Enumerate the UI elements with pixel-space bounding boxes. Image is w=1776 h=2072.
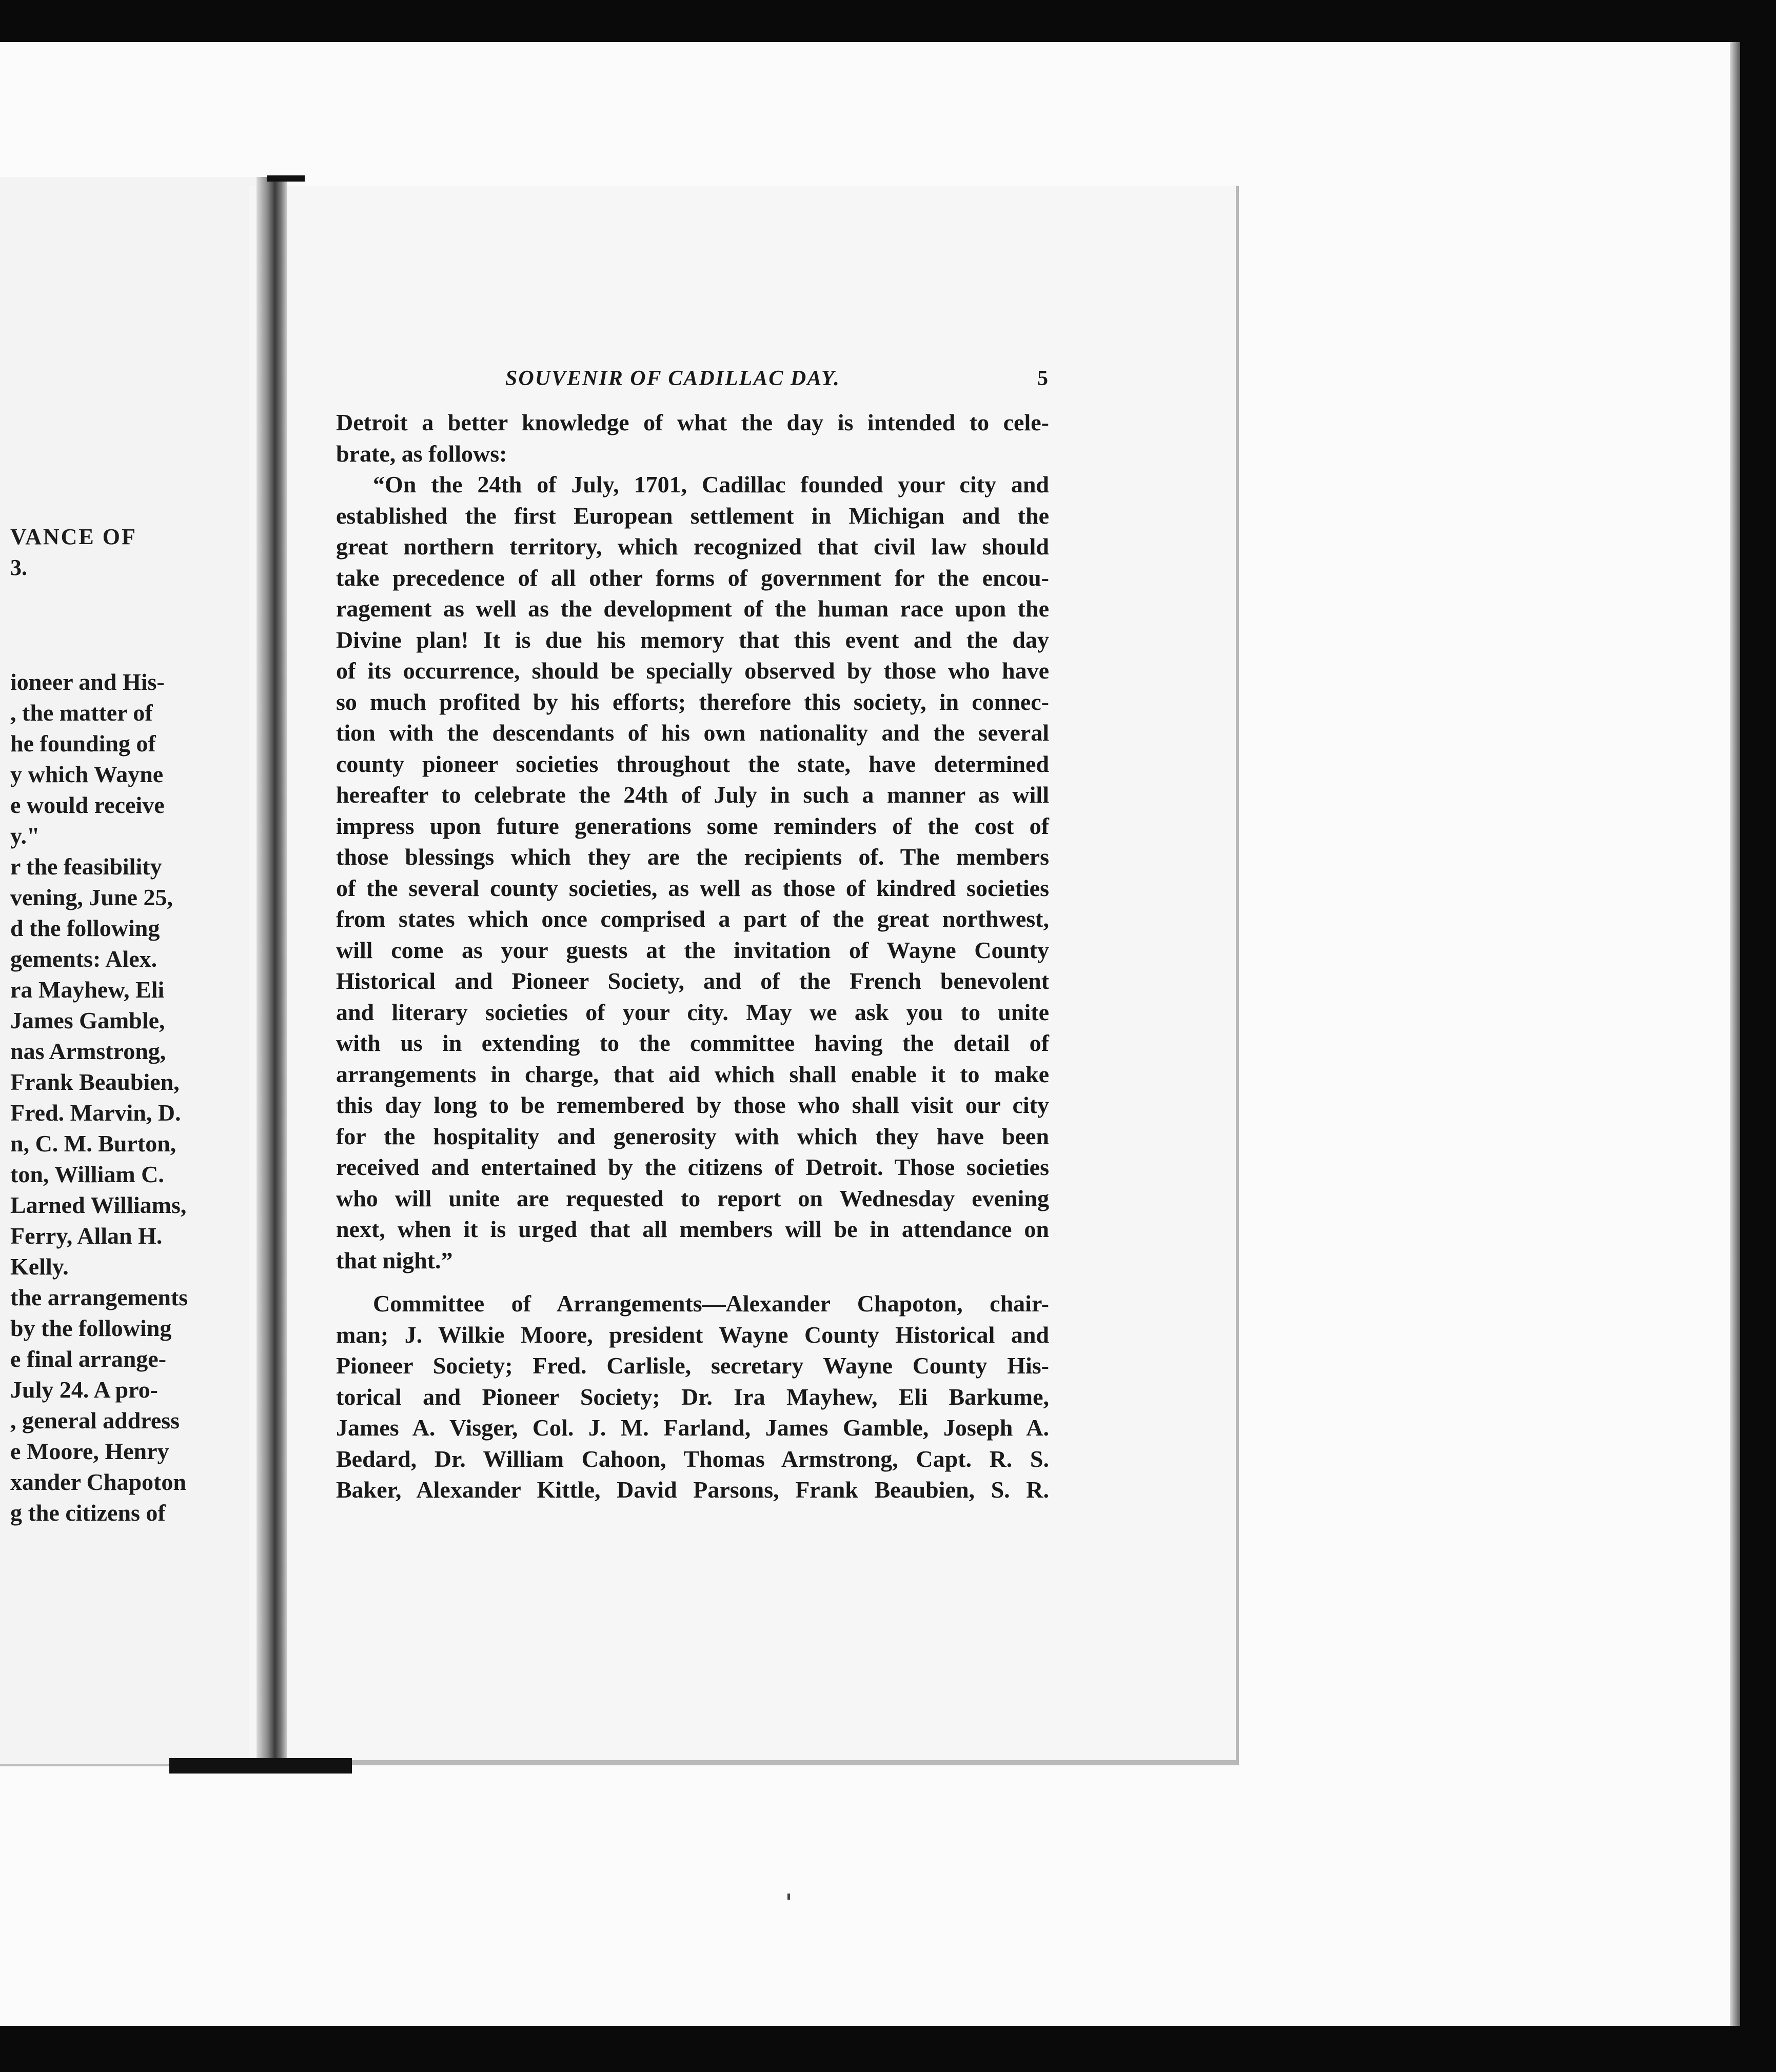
text-line: for the hospitality and generosity with which they have been	[336, 1123, 1049, 1149]
left-text-line: ra Mayhew, Eli	[10, 977, 165, 1003]
left-text-line: e Moore, Henry	[10, 1438, 169, 1464]
text-line: who will unite are requested to report on Wednesday evening	[336, 1185, 1049, 1211]
left-text-line: d the following	[10, 915, 160, 941]
left-text-line: Fred. Marvin, D.	[10, 1100, 181, 1126]
text-line: brate, as follows:	[336, 440, 507, 467]
running-title: SOUVENIR OF CADILLAC DAY.	[505, 367, 840, 390]
running-head	[336, 366, 1049, 392]
text-line: tion with the descendants of his own nationality and the several	[336, 720, 1049, 746]
left-text-line: ioneer and His-	[10, 669, 165, 695]
left-text-line: n, C. M. Burton,	[10, 1130, 176, 1157]
text-line: James A. Visger, Col. J. M. Farland, James Gamble, Joseph A.	[336, 1414, 1049, 1441]
left-text-line: Ferry, Allan H.	[10, 1223, 163, 1249]
scan-border-top	[0, 0, 1776, 42]
left-text-line: y which Wayne	[10, 761, 164, 787]
binding-tab-bottom	[169, 1758, 352, 1774]
left-text-line: July 24. A pro-	[10, 1377, 158, 1403]
left-text-line: xander Chapoton	[10, 1469, 186, 1495]
left-text-line: Frank Beaubien,	[10, 1069, 180, 1095]
text-line: Bedard, Dr. William Cahoon, Thomas Armstrong, Capt. R. S.	[336, 1445, 1049, 1472]
left-text-line: vening, June 25,	[10, 884, 173, 910]
left-text-line: ton, William C.	[10, 1161, 164, 1187]
book-page	[249, 186, 1239, 1765]
left-text-line: r the feasibility	[10, 853, 162, 880]
text-line: Detroit a better knowledge of what the day is intended to cele-	[336, 409, 1049, 435]
text-line: Divine plan! It is due his memory that this event and the day	[336, 626, 1049, 653]
left-text-line: the arrangements	[10, 1284, 188, 1310]
left-text-line: James Gamble,	[10, 1007, 165, 1033]
scanner-edge	[1730, 42, 1740, 2026]
text-line: Baker, Alexander Kittle, David Parsons, Frank Beaubien, S. R.	[336, 1477, 1049, 1503]
text-line: with us in extending to the committee having the detail of	[336, 1030, 1049, 1056]
dust-speck	[787, 1894, 790, 1900]
text-line: established the first European settlement in Michigan and the	[336, 502, 1049, 529]
text-line: and literary societies of your city. May we ask you to unite	[336, 999, 1049, 1025]
text-line: hereafter to celebrate the 24th of July in such a manner as will	[336, 782, 1049, 808]
text-line: great northern territory, which recognized that civil law should	[336, 533, 1049, 560]
text-line: take precedence of all other forms of government for the encou-	[336, 564, 1049, 591]
left-text-line: y."	[10, 823, 40, 849]
text-line: man; J. Wilkie Moore, president Wayne County Historical and	[336, 1321, 1049, 1348]
text-line: impress upon future generations some reminders of the cost of	[336, 812, 1049, 839]
left-heading-line-2: 3.	[10, 555, 27, 580]
text-line: county pioneer societies throughout the state, have determined	[336, 750, 1049, 777]
text-line: of its occurrence, should be specially observed by those who have	[336, 658, 1049, 684]
text-line: Pioneer Society; Fred. Carlisle, secretary Wayne County His-	[336, 1352, 1049, 1379]
left-facing-page	[0, 177, 256, 1766]
left-heading-line-1: VANCE OF	[10, 524, 137, 549]
text-line: so much profited by his efforts; therefore this society, in connec-	[336, 688, 1049, 715]
left-text-line: e final arrange-	[10, 1346, 167, 1372]
page-body-text	[336, 407, 1049, 1506]
left-text-line: g the citizens of	[10, 1500, 166, 1526]
text-line: that night.”	[336, 1247, 453, 1273]
binding-tab-top	[267, 175, 305, 182]
text-line: from states which once comprised a part of the great northwest,	[336, 906, 1049, 932]
text-line: “On the 24th of July, 1701, Cadillac founded your city and	[373, 471, 1049, 497]
text-line: Committee of Arrangements—Alexander Chapoton, chair-	[373, 1290, 1049, 1317]
text-line: those blessings which they are the recipients of. The members	[336, 844, 1049, 870]
scan-border-right	[1740, 0, 1776, 2072]
left-text-line: e would receive	[10, 792, 165, 818]
text-line: torical and Pioneer Society; Dr. Ira Mayhew, Eli Barkume,	[336, 1383, 1049, 1410]
text-line: will come as your guests at the invitation of Wayne County	[336, 937, 1049, 963]
text-line: Historical and Pioneer Society, and of the French benevolent	[336, 968, 1049, 994]
text-line: ragement as well as the development of the human race upon the	[336, 595, 1049, 622]
text-line: next, when it is urged that all members will be in attendance on	[336, 1216, 1049, 1242]
text-line: of the several county societies, as well as those of kindred societies	[336, 874, 1049, 901]
text-line: received and entertained by the citizens of Detroit. Those societies	[336, 1154, 1049, 1180]
book-spine	[256, 177, 287, 1772]
left-text-line: Kelly.	[10, 1253, 69, 1280]
left-text-line: he founding of	[10, 730, 156, 756]
left-text-line: , the matter of	[10, 700, 153, 726]
scan-border-bottom	[0, 2026, 1776, 2072]
left-text-line: by the following	[10, 1315, 172, 1341]
text-line: arrangements in charge, that aid which shall enable it to make	[336, 1061, 1049, 1087]
left-text-line: , general address	[10, 1407, 180, 1433]
left-text-line: nas Armstrong,	[10, 1038, 166, 1064]
page-number: 5	[1037, 367, 1049, 390]
left-text-line: gements: Alex.	[10, 946, 157, 972]
text-line: this day long to be remembered by those who shall visit our city	[336, 1092, 1049, 1118]
left-text-line: Larned Williams,	[10, 1192, 187, 1218]
